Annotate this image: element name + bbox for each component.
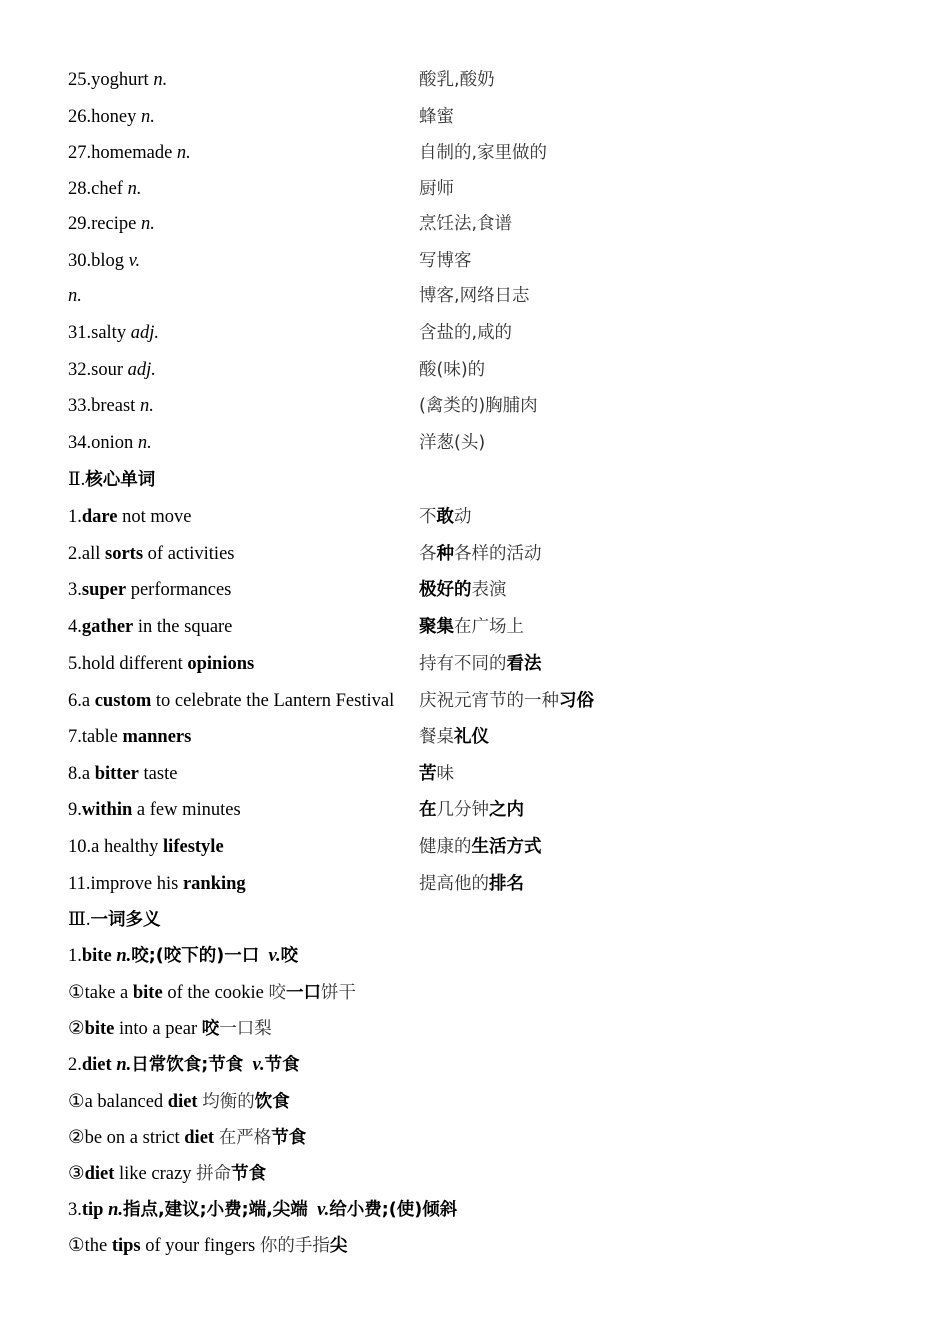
- document-page: 25.yoghurt n. 酸乳,酸奶 26.honey n. 蜂蜜 27.homemade n. 自制的,家里做的 28.chef n. 厨师 29.recipe n. 烹饪法,食谱 30.blog v. 写博客 n. 博客,网络日志 31.salty adj. 含盐的,咸的 32.sour adj. 酸(味)的 33.breast n. (禽类的)胸脯肉 34.onion n. 洋葱(头) Ⅱ.核心单词 1.dare not move 不敢动 2.all sorts of activities 各种各样的活动 3.super performances 极好的表演 4.gather in the square 聚集在广场上 5.hold different opinions 持有不同的看法 6.a custom to celebrate the Lantern Festival 庆祝元宵节的一种习俗 7.table manners 餐桌礼仪 8.a bitter taste 苦味 9.within a few minutes 在几分钟之内 10.a healthy lifestyle 健康的生活方式 11.improve his ranking 提高他的排名 Ⅲ.一词多义 1.bite n.咬;(咬下的)一口 v.咬 ①take a bite of the cookie 咬一口饼干 ②bite into a pear 咬一口梨 2.diet n.日常饮食;节食 v.节食 ①a balanced diet 均衡的饮食 ②be on a strict diet 在严格节食 ③diet like crazy 拼命节食 3.tip n.指点,建议;小费;端,尖端 v.给小费;(使)倾斜 ①the tips of your fingers 你的手指尖: [0, 0, 950, 1344]
- polysemy-example: ②bite into a pear 咬一口梨: [68, 1019, 272, 1039]
- polysemy-head: 3.tip n.指点,建议;小费;端,尖端 v.给小费;(使)倾斜: [68, 1200, 458, 1220]
- polysemy-example: ②be on a strict diet 在严格节食: [68, 1128, 307, 1148]
- polysemy-example: ①the tips of your fingers 你的手指尖: [68, 1236, 348, 1256]
- polysemy-head: 2.diet n.日常饮食;节食 v.节食: [68, 1055, 300, 1075]
- polysemy-head: 1.bite n.咬;(咬下的)一口 v.咬: [68, 946, 299, 966]
- section-heading: Ⅱ.核心单词: [68, 470, 156, 490]
- polysemy-example: ①a balanced diet 均衡的饮食: [68, 1092, 290, 1112]
- polysemy-example: ①take a bite of the cookie 咬一口饼干: [68, 983, 357, 1003]
- section-heading: Ⅲ.一词多义: [68, 910, 161, 930]
- polysemy-example: ③diet like crazy 拼命节食: [68, 1164, 267, 1184]
